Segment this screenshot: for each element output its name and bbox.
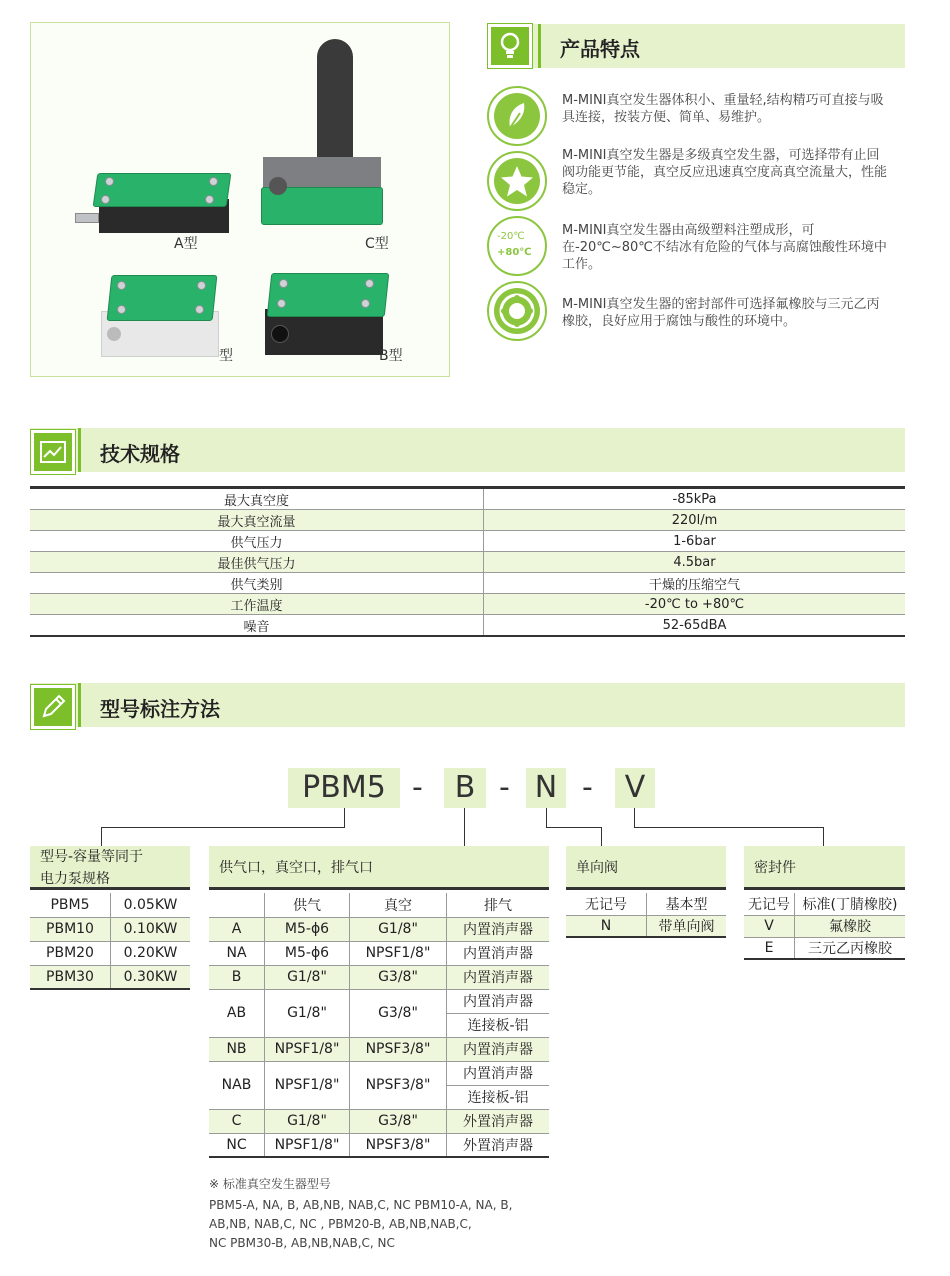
table-row: PBM20 0.20KW — [30, 941, 190, 965]
seal-ring-icon — [494, 288, 540, 334]
caption-a: A型 — [174, 236, 198, 252]
table-row: PBM5 0.05KW — [30, 893, 190, 917]
port-table-title: 供气口，真空口，排气口 — [209, 846, 549, 890]
code-part-seal: V — [615, 768, 655, 808]
table-row: PBM30 0.30KW — [30, 965, 190, 989]
check-table-title: 单向阀 — [566, 846, 726, 890]
spec-value: 4.5bar — [484, 552, 906, 573]
model-title: 型号标注方法 — [100, 697, 220, 721]
table-row: 连接板-铝 — [209, 1085, 549, 1109]
table-row — [30, 615, 905, 637]
table-row: N 带单向阀 — [566, 915, 726, 937]
caption-c: C型 — [365, 236, 389, 252]
product-c-image — [259, 37, 399, 237]
table-row: NC NPSF1/8" NPSF3/8" 外置消声器 — [209, 1133, 549, 1157]
size-table — [30, 893, 190, 990]
temp-low-label: -20℃ — [497, 231, 525, 242]
table-row: 连接板-铝 — [209, 1013, 549, 1037]
table-row — [30, 531, 905, 552]
table-row: 无记号 基本型 — [566, 893, 726, 915]
model-divider — [78, 683, 81, 727]
specs-divider — [78, 428, 81, 472]
port-table — [209, 893, 549, 1158]
caption-white: 型 — [219, 348, 233, 364]
table-row: C G1/8" G3/8" 外置消声器 — [209, 1109, 549, 1133]
temp-high-label: +80℃ — [497, 247, 532, 258]
note-line-1: PBM5-A, NA, B, AB,NB, NAB,C, NC PBM10-A, NA, B, — [209, 1198, 513, 1212]
spec-value: 52-65dBA — [484, 615, 906, 637]
spec-value: -20℃ to +80℃ — [484, 594, 906, 615]
size-table-title — [30, 846, 190, 890]
code-dash-2: - — [499, 770, 510, 805]
code-part-series: PBM5 — [288, 768, 400, 808]
spec-label: 最佳供气压力 — [30, 552, 484, 573]
table-row: AB G1/8" G3/8" 内置消声器 — [209, 989, 549, 1013]
feature-icon-4 — [487, 281, 547, 341]
table-row — [30, 594, 905, 615]
specs-title: 技术规格 — [100, 442, 180, 466]
table-row — [30, 573, 905, 594]
table-row — [30, 510, 905, 531]
spec-label: 供气类别 — [30, 573, 484, 594]
code-part-check: N — [526, 768, 566, 808]
size-title-line2: 电力泵规格 — [40, 871, 110, 887]
standard-model-note — [209, 1175, 569, 1253]
product-white-image — [95, 271, 225, 361]
code-dash-3: - — [582, 770, 593, 805]
feature-icon-2 — [487, 151, 547, 211]
note-line-2: AB,NB, NAB,C, NC , PBM20-B, AB,NB,NAB,C, — [209, 1217, 472, 1231]
seal-table-title: 密封件 — [744, 846, 905, 890]
table-row: 无记号 标准(丁腈橡胶) — [744, 893, 905, 915]
table-row — [30, 489, 905, 510]
table-row: B G1/8" G3/8" 内置消声器 — [209, 965, 549, 989]
table-row: A M5-ϕ6 G1/8" 内置消声器 — [209, 917, 549, 941]
table-row: NAB NPSF1/8" NPSF3/8" 内置消声器 — [209, 1061, 549, 1085]
product-b-image — [261, 267, 391, 363]
code-part-port: B — [444, 768, 486, 808]
caption-b: B型 — [379, 348, 403, 364]
feature-text-4: M-MINI真空发生器的密封部件可选择氟橡胶与三元乙丙橡胶，良好应用于腐蚀与酸性的环境中。 — [562, 297, 880, 329]
lightbulb-icon — [488, 24, 532, 68]
spec-label: 供气压力 — [30, 531, 484, 552]
code-dash-1: - — [412, 770, 423, 805]
feature-icon-1 — [487, 86, 547, 146]
spec-label: 最大真空度 — [30, 489, 484, 510]
feature-text-3: M-MINI真空发生器由高级塑料注塑成形，可在-20℃~80℃不结冰有危险的气体与高腐蚀酸性环境中工作。 — [562, 223, 887, 272]
spec-label: 最大真空流量 — [30, 510, 484, 531]
star-icon — [494, 158, 540, 204]
features-header-bar — [487, 24, 905, 68]
table-row — [30, 552, 905, 573]
product-a-image — [91, 163, 231, 243]
spec-value: 干燥的压缩空气 — [484, 573, 906, 594]
feather-icon — [494, 93, 540, 139]
note-line-3: NC PBM30-B, AB,NB,NAB,C, NC — [209, 1236, 395, 1250]
temperature-icon — [487, 216, 547, 276]
feature-text-1: M-MINI真空发生器体积小、重量轻,结构精巧可直接与吸具连接，按装方便、简单、易维护。 — [562, 93, 884, 125]
spec-value: 220l/m — [484, 510, 906, 531]
table-row: NB NPSF1/8" NPSF3/8" 内置消声器 — [209, 1037, 549, 1061]
spec-value: -85kPa — [484, 489, 906, 510]
spec-label: 工作温度 — [30, 594, 484, 615]
size-title-line1: 型号-容量等同于 — [40, 849, 144, 865]
spec-value: 1-6bar — [484, 531, 906, 552]
seal-table — [744, 893, 905, 960]
table-row: PBM10 0.10KW — [30, 917, 190, 941]
table-header-row: 供气 真空 排气 — [209, 893, 549, 917]
check-table — [566, 893, 726, 938]
chart-trend-icon — [31, 430, 75, 474]
table-row: E 三元乙丙橡胶 — [744, 937, 905, 959]
connector-port — [464, 808, 465, 847]
note-heading: ※ 标准真空发生器型号 — [209, 1177, 331, 1191]
features-title: 产品特点 — [560, 37, 640, 61]
features-divider — [538, 24, 541, 68]
table-row: V 氟橡胶 — [744, 915, 905, 937]
connector-check — [546, 808, 547, 828]
connector-seal — [634, 808, 635, 828]
product-photo-panel — [30, 22, 450, 377]
table-row: NA M5-ϕ6 NPSF1/8" 内置消声器 — [209, 941, 549, 965]
connector-series — [344, 808, 345, 828]
spec-label: 噪音 — [30, 615, 484, 637]
specs-table — [30, 489, 905, 637]
pencil-icon — [31, 685, 75, 729]
feature-text-2: M-MINI真空发生器是多级真空发生器，可选择带有止回阀功能更节能，真空反应迅速真空度高真空流量大，性能稳定。 — [562, 148, 888, 197]
